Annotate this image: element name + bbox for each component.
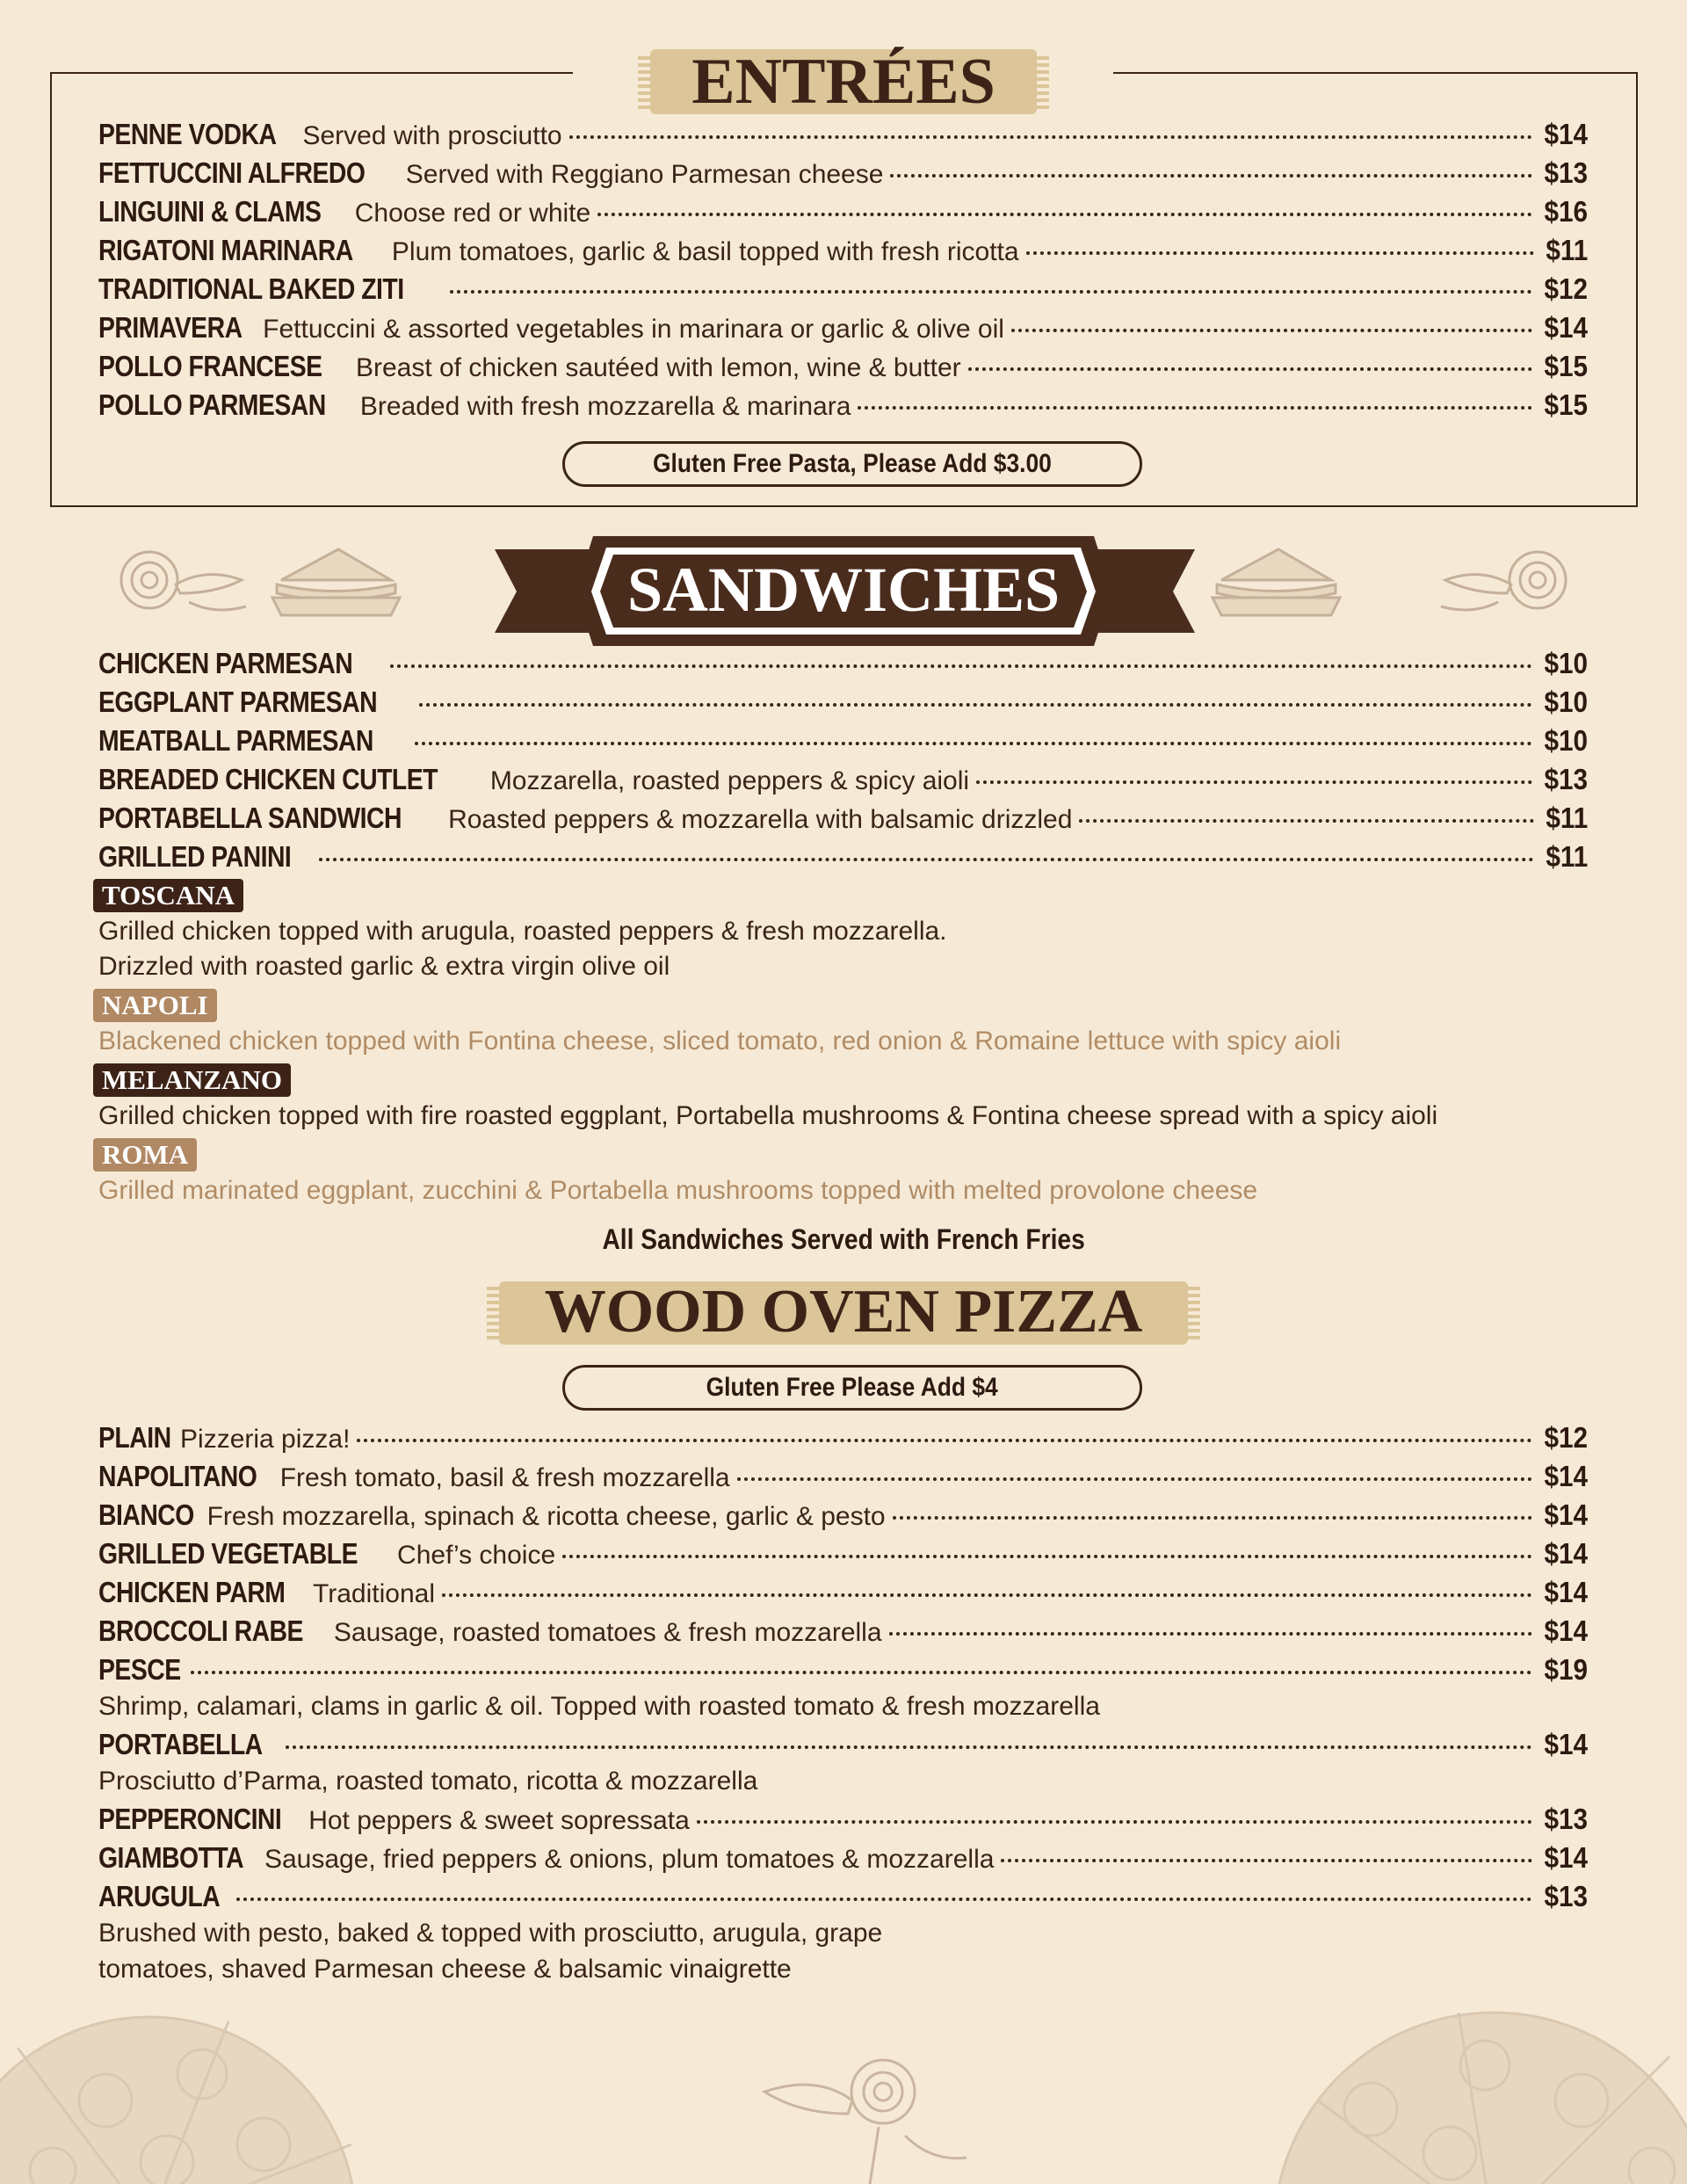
- dot-leader: [893, 1516, 1532, 1520]
- menu-item-name: PRIMAVERA: [98, 311, 243, 344]
- entrees-frame-top-right: [1113, 72, 1638, 74]
- dot-leader: [889, 1632, 1532, 1636]
- menu-item-price: $13: [1544, 1803, 1588, 1835]
- dot-leader: [1026, 251, 1534, 255]
- dot-leader: [450, 290, 1532, 294]
- menu-item-price: $11: [1546, 802, 1588, 834]
- dot-leader: [286, 1745, 1532, 1749]
- menu-item-description: Served with Reggiano Parmesan cheese: [405, 160, 884, 189]
- menu-item-name: FETTUCCINI ALFREDO: [98, 156, 366, 189]
- menu-item-price: $13: [1544, 763, 1588, 795]
- menu-item: [98, 154, 1588, 192]
- menu-item: [98, 722, 1588, 760]
- menu-item-price: $14: [1544, 1841, 1588, 1874]
- dot-leader: [357, 1439, 1532, 1442]
- menu-item-description: Pizzeria pizza!: [180, 1425, 351, 1454]
- entrees-frame-top-left: [50, 72, 573, 74]
- menu-item: [98, 838, 1588, 876]
- pizza-icon: [1274, 2013, 1687, 2184]
- menu-item-name: PEPPERONCINI: [98, 1803, 282, 1835]
- dot-leader: [319, 858, 1534, 861]
- menu-item-name: POLLO PARMESAN: [98, 388, 326, 421]
- menu-item-price: $11: [1546, 234, 1588, 266]
- pizza-gluten-note: [562, 1365, 1142, 1411]
- menu-item-description: Sausage, fried peppers & onions, plum tomatoes & mozzarella: [264, 1845, 995, 1874]
- dot-leader: [697, 1820, 1532, 1824]
- menu-item-name: POLLO FRANCESE: [98, 350, 322, 382]
- menu-item: [98, 308, 1588, 347]
- menu-item-price: $10: [1544, 647, 1588, 679]
- menu-item: [98, 1457, 1588, 1496]
- menu-item: [98, 231, 1588, 270]
- menu-item-description: Fresh tomato, basil & fresh mozzarella: [279, 1463, 730, 1492]
- dot-leader: [1079, 819, 1533, 823]
- dot-leader: [1011, 329, 1532, 332]
- rose-icon: [1441, 552, 1566, 610]
- menu-item-price: $14: [1544, 1614, 1588, 1647]
- bottom-decor: [0, 1995, 1687, 2184]
- menu-item-price: $11: [1546, 840, 1588, 873]
- menu-item-subdescription: Prosciutto d’Parma, roasted tomato, ricotta & mozzarella: [98, 1767, 758, 1796]
- sandwiches-title: SANDWICHES: [626, 555, 1061, 625]
- panini-tag: MELANZANO: [93, 1063, 291, 1097]
- menu-item-price: $14: [1544, 1498, 1588, 1531]
- menu-item: [98, 1877, 1588, 1916]
- menu-item-description: Fresh mozzarella, spinach & ricotta cheese, garlic & pesto: [206, 1502, 886, 1531]
- menu-item: [98, 192, 1588, 231]
- dot-leader: [419, 703, 1532, 707]
- menu-item-description: Hot peppers & sweet sopressata: [308, 1806, 690, 1835]
- menu-item-name: PENNE VODKA: [98, 118, 277, 150]
- dot-leader: [890, 174, 1532, 178]
- menu-item-subdescription: Blackened chicken topped with Fontina cheese, sliced tomato, red onion & Romaine lettuce with spicy aioli: [98, 1027, 1342, 1056]
- menu-item-description: Mozzarella, roasted peppers & spicy aioli: [489, 766, 970, 795]
- menu-item-name: MEATBALL PARMESAN: [98, 724, 373, 757]
- panini-tag: TOSCANA: [93, 879, 243, 912]
- menu-item-price: $15: [1544, 388, 1588, 421]
- menu-item: [98, 1496, 1588, 1535]
- menu-item-subdescription: Grilled chicken topped with arugula, roasted peppers & fresh mozzarella.: [98, 917, 947, 946]
- menu-item-description: Chef’s choice: [397, 1541, 556, 1570]
- menu-item-description: Traditional: [313, 1579, 435, 1608]
- dot-leader: [415, 742, 1532, 745]
- menu-item-name: EGGPLANT PARMESAN: [98, 686, 378, 718]
- menu-item-name: BREADED CHICKEN CUTLET: [98, 763, 438, 795]
- dot-leader: [1001, 1859, 1532, 1862]
- menu-item-subdescription: tomatoes, shaved Parmesan cheese & balsamic vinaigrette: [98, 1955, 792, 1984]
- menu-item-subdescription: Grilled marinated eggplant, zucchini & Portabella mushrooms topped with melted provolone cheese: [98, 1176, 1258, 1205]
- menu-item-description: Choose red or white: [354, 199, 591, 228]
- dot-leader: [968, 367, 1532, 371]
- menu-item-price: $10: [1544, 724, 1588, 757]
- sandwiches-fries-note-text: All Sandwiches Served with French Fries: [602, 1223, 1085, 1255]
- sandwich-icon: [1213, 549, 1340, 615]
- dot-leader: [390, 664, 1532, 668]
- menu-item-price: $10: [1544, 686, 1588, 718]
- menu-item: [98, 1800, 1588, 1839]
- menu-item-price: $15: [1544, 350, 1588, 382]
- dot-leader: [597, 213, 1532, 216]
- menu-item: [98, 1725, 1588, 1764]
- dot-leader: [236, 1897, 1532, 1901]
- pizza-title: WOOD OVEN PIZZA: [544, 1278, 1143, 1346]
- menu-item: [98, 270, 1588, 308]
- menu-item-name: LINGUINI & CLAMS: [98, 195, 322, 228]
- menu-item-name: GRILLED VEGETABLE: [98, 1537, 358, 1570]
- menu-item: [98, 1573, 1588, 1612]
- menu-item-price: $14: [1544, 1537, 1588, 1570]
- dot-leader: [191, 1671, 1532, 1674]
- menu-item-price: $14: [1544, 1460, 1588, 1492]
- dot-leader: [737, 1477, 1532, 1481]
- menu-item-name: GIAMBOTTA: [98, 1841, 244, 1874]
- menu-item: [98, 1651, 1588, 1689]
- menu-item-description: Roasted peppers & mozzarella with balsamic drizzled: [448, 805, 1073, 834]
- menu-item-name: CHICKEN PARM: [98, 1576, 286, 1608]
- menu-item-name: ARUGULA: [98, 1880, 221, 1912]
- menu-item-name: NAPOLITANO: [98, 1460, 257, 1492]
- dot-leader: [569, 135, 1532, 139]
- menu-item-description: Breast of chicken sautéed with lemon, wine & butter: [355, 353, 961, 382]
- menu-item-price: $12: [1544, 1421, 1588, 1454]
- menu-item-subdescription: Brushed with pesto, baked & topped with prosciutto, arugula, grape: [98, 1919, 883, 1948]
- menu-item-description: Plum tomatoes, garlic & basil topped with fresh ricotta: [391, 237, 1019, 266]
- menu-item-subdescription: Shrimp, calamari, clams in garlic & oil. Topped with roasted tomato & fresh mozzarella: [98, 1692, 1100, 1721]
- pizza-icon: [0, 2017, 356, 2184]
- menu-item: [98, 347, 1588, 386]
- menu-item-subdescription: Grilled chicken topped with fire roasted eggplant, Portabella mushrooms & Fontina cheese spread with a spicy aioli: [98, 1101, 1438, 1130]
- menu-item-description: Breaded with fresh mozzarella & marinara: [359, 392, 851, 421]
- menu-item-subdescription: Drizzled with roasted garlic & extra virgin olive oil: [98, 952, 670, 981]
- menu-item: [98, 644, 1588, 683]
- rose-icon: [121, 552, 246, 610]
- menu-item: [98, 386, 1588, 424]
- entrees-title: ENTRÉES: [691, 46, 996, 118]
- menu-item: [98, 760, 1588, 799]
- entrees-gluten-note-text: Gluten Free Pasta, Please Add $3.00: [653, 449, 1052, 478]
- menu-item-price: $12: [1544, 272, 1588, 305]
- menu-item-name: TRADITIONAL BAKED ZITI: [98, 272, 404, 305]
- entrees-gluten-note: [562, 441, 1142, 487]
- menu-item: [98, 1419, 1588, 1457]
- menu-item-price: $14: [1544, 118, 1588, 150]
- sandwiches-fries-note: [0, 1220, 1687, 1259]
- menu-item-description: Served with prosciutto: [302, 121, 562, 150]
- pizza-gluten-note-text: Gluten Free Please Add $4: [706, 1373, 999, 1402]
- menu-item-name: RIGATONI MARINARA: [98, 234, 353, 266]
- menu-item-name: GRILLED PANINI: [98, 840, 292, 873]
- dot-leader: [976, 780, 1532, 784]
- menu-item-name: PLAIN: [98, 1421, 171, 1454]
- menu-item: [98, 115, 1588, 154]
- panini-tag: NAPOLI: [93, 989, 217, 1022]
- sandwich-icon: [272, 549, 400, 615]
- menu-item-name: PESCE: [98, 1653, 181, 1686]
- menu-item-price: $14: [1544, 311, 1588, 344]
- menu-item: [98, 1535, 1588, 1573]
- menu-item-name: BIANCO: [98, 1498, 194, 1531]
- dot-leader: [442, 1593, 1532, 1597]
- menu-item-name: PORTABELLA: [98, 1728, 263, 1760]
- menu-item-name: CHICKEN PARMESAN: [98, 647, 353, 679]
- menu-item-name: PORTABELLA SANDWICH: [98, 802, 402, 834]
- menu-item-description: Sausage, roasted tomatoes & fresh mozzarella: [333, 1618, 882, 1647]
- menu-item-price: $14: [1544, 1576, 1588, 1608]
- panini-tag: ROMA: [93, 1138, 197, 1172]
- menu-item-name: BROCCOLI RABE: [98, 1614, 303, 1647]
- dot-leader: [858, 406, 1532, 410]
- menu-item-price: $14: [1544, 1728, 1588, 1760]
- menu-item: [98, 1612, 1588, 1651]
- menu-item-description: Fettuccini & assorted vegetables in marinara or garlic & olive oil: [263, 315, 1004, 344]
- dot-leader: [562, 1555, 1532, 1558]
- menu-item: [98, 799, 1588, 838]
- menu-item-price: $19: [1544, 1653, 1588, 1686]
- menu-item: [98, 1839, 1588, 1877]
- menu-item-price: $13: [1544, 156, 1588, 189]
- rose-icon: [764, 2060, 967, 2184]
- menu-item-price: $16: [1544, 195, 1588, 228]
- menu-item-price: $13: [1544, 1880, 1588, 1912]
- menu-item: [98, 683, 1588, 722]
